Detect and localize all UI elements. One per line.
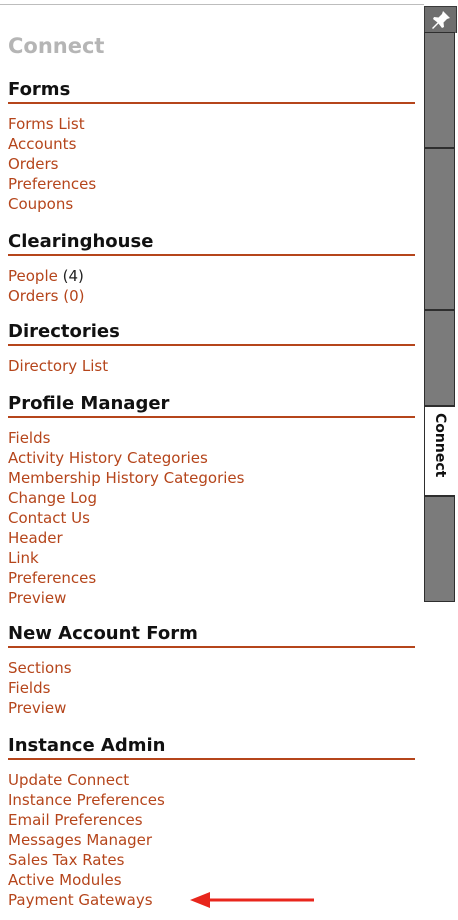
section-instance-admin [8,735,415,910]
link-messages-manager[interactable]: Messages Manager [8,831,153,849]
link-profile-preview[interactable]: Preview [8,589,67,607]
link-change-log[interactable]: Change Log [8,489,97,507]
pushpin-icon [431,10,451,30]
link-active-modules[interactable]: Active Modules [8,871,122,889]
link-payment-gateways[interactable]: Payment Gateways [8,891,153,909]
link-sections[interactable]: Sections [8,659,72,677]
link-instance-preferences[interactable]: Instance Preferences [8,791,165,809]
section-heading-clearinghouse: Clearinghouse [8,231,415,256]
section-heading-new-account-form: New Account Form [8,623,415,648]
section-clearinghouse [8,231,415,306]
link-directory-list[interactable]: Directory List [8,357,109,375]
top-divider [0,4,424,5]
red-arrow-left-icon [188,889,318,911]
link-clearinghouse-orders[interactable]: Orders (0) [8,287,85,305]
link-account-preview[interactable]: Preview [8,699,67,717]
pin-panel-button[interactable] [424,6,457,33]
link-orders[interactable]: Orders [8,155,59,173]
section-heading-instance-admin: Instance Admin [8,735,415,760]
link-people[interactable]: People (4) [8,267,84,285]
section-profile-manager [8,393,415,608]
side-tab-1[interactable] [424,32,455,148]
people-count: 4 [68,267,79,285]
people-label: People [8,267,58,285]
link-contact-us[interactable]: Contact Us [8,509,90,527]
link-accounts[interactable]: Accounts [8,135,77,153]
section-forms [8,79,415,214]
link-coupons[interactable]: Coupons [8,195,74,213]
link-sales-tax-rates[interactable]: Sales Tax Rates [8,851,125,869]
panel-tab-strip [424,6,458,602]
side-tab-connect-label: Connect [432,413,448,478]
link-account-fields[interactable]: Fields [8,679,51,697]
link-email-preferences[interactable]: Email Preferences [8,811,143,829]
section-directories [8,321,415,376]
orders-count: 0 [69,287,79,305]
side-tab-connect[interactable] [424,406,455,496]
side-tab-3[interactable] [424,310,455,406]
orders-label: Orders [8,287,59,305]
side-tab-2[interactable] [424,148,455,310]
section-heading-profile-manager: Profile Manager [8,393,415,418]
section-heading-forms: Forms [8,79,415,104]
link-preferences[interactable]: Preferences [8,175,97,193]
section-heading-directories: Directories [8,321,415,346]
link-link[interactable]: Link [8,549,39,567]
link-header[interactable]: Header [8,529,63,547]
link-activity-history-categories[interactable]: Activity History Categories [8,449,208,467]
link-update-connect[interactable]: Update Connect [8,771,130,789]
panel-title: Connect [8,34,105,58]
section-new-account-form [8,623,415,718]
link-fields[interactable]: Fields [8,429,51,447]
link-profile-preferences[interactable]: Preferences [8,569,97,587]
side-tab-5[interactable] [424,496,455,602]
link-forms-list[interactable]: Forms List [8,115,85,133]
link-membership-history-categories[interactable]: Membership History Categories [8,469,245,487]
